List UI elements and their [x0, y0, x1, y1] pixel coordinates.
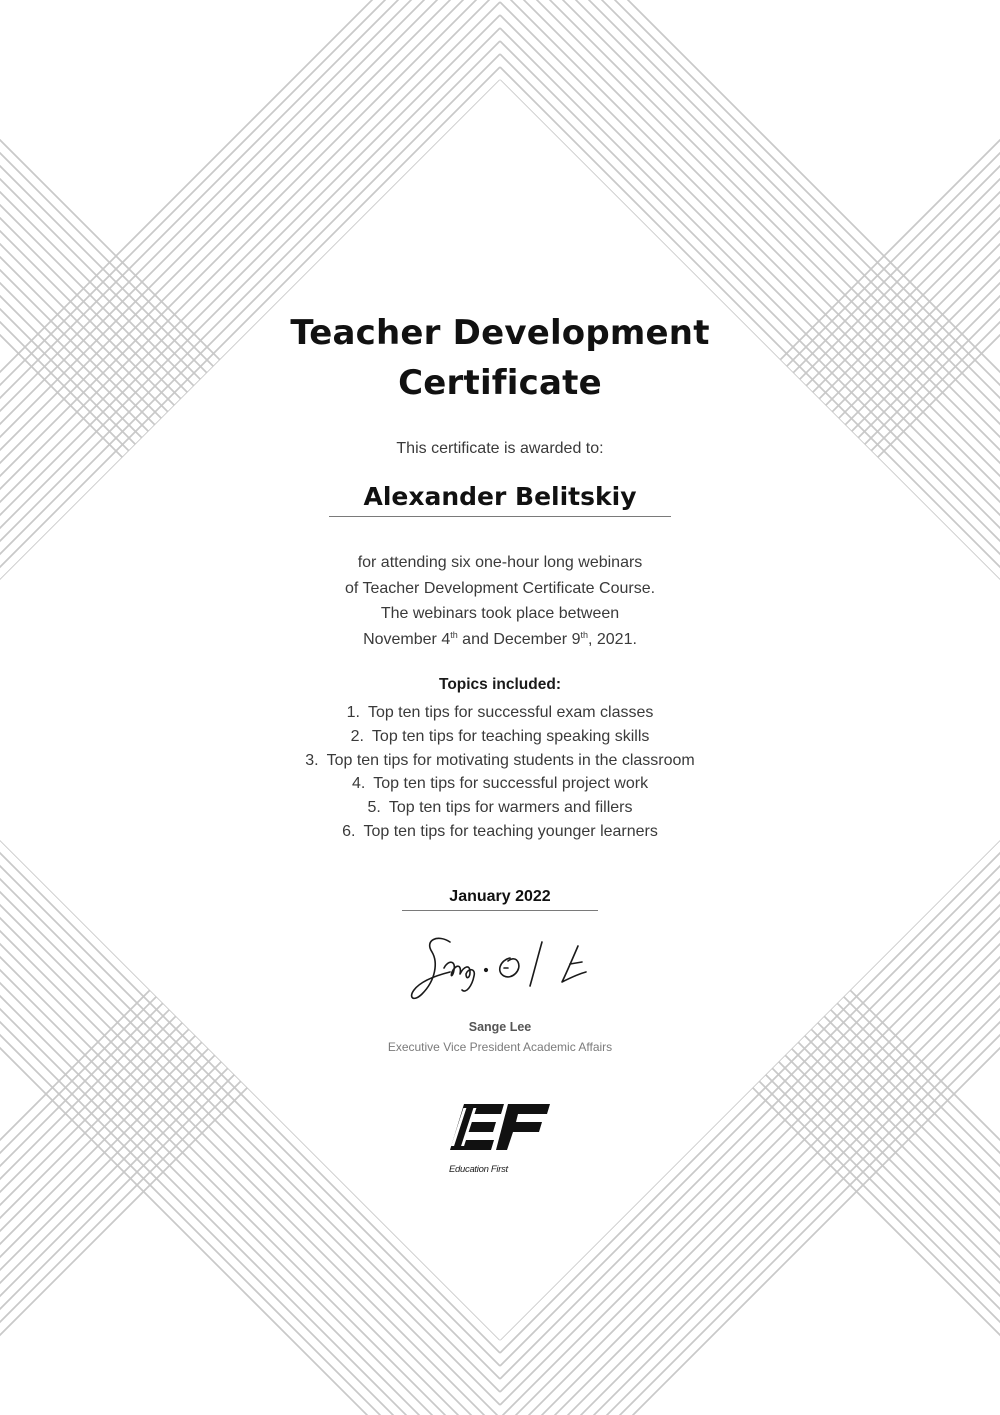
date-range-end: and December 9	[457, 630, 581, 648]
list-item	[0, 749, 1000, 773]
date-range-year: , 2021.	[587, 630, 637, 648]
issue-date: January 2022	[402, 884, 598, 911]
ordinal-suffix: th	[450, 629, 458, 640]
topic-number: 6.	[342, 822, 356, 840]
list-item	[0, 796, 1000, 820]
list-item	[0, 725, 1000, 749]
signer-title: Executive Vice President Academic Affairs	[387, 1040, 613, 1054]
topics-heading: Topics included:	[439, 676, 561, 693]
topic-text: Top ten tips for warmers and fillers	[388, 799, 633, 817]
topic-text: Top ten tips for teaching younger learners	[363, 822, 658, 840]
list-item	[0, 772, 1000, 796]
list-item	[0, 701, 1000, 725]
topic-number: 1.	[346, 704, 360, 721]
topic-number: 5.	[367, 799, 381, 817]
topic-number: 3.	[305, 751, 319, 769]
topic-number: 4.	[351, 775, 366, 793]
ordinal-suffix: th	[580, 629, 588, 640]
certificate-title-line-1: Teacher Development	[290, 313, 710, 353]
topics-list	[0, 701, 1000, 844]
date-range-start: November 4	[363, 630, 451, 648]
description-line-3: The webinars took place between	[380, 605, 620, 622]
logo-caption: Education First	[449, 1164, 508, 1175]
topic-number: 2.	[350, 727, 364, 745]
topic-text: Top ten tips for successful exam classes	[367, 704, 654, 721]
awarded-to-label: This certificate is awarded to:	[396, 440, 604, 457]
signature-icon	[400, 928, 600, 1010]
list-item	[0, 820, 1000, 844]
topic-text: Top ten tips for teaching speaking skills	[371, 727, 650, 745]
certificate-title	[0, 308, 1000, 408]
description-line-2: of Teacher Development Certificate Course.	[344, 579, 656, 597]
certificate-description	[0, 550, 1000, 652]
description-line-4	[0, 627, 1000, 653]
topic-text: Top ten tips for motivating students in the classroom	[326, 751, 695, 769]
topic-text: Top ten tips for successful project work	[373, 775, 649, 793]
description-line-1: for attending six one-hour long webinars	[357, 554, 643, 571]
certificate-title-line-2: Certificate	[398, 363, 602, 403]
recipient-name: Alexander Belitskiy	[329, 478, 671, 517]
signer-name: Sange Lee	[468, 1020, 532, 1034]
